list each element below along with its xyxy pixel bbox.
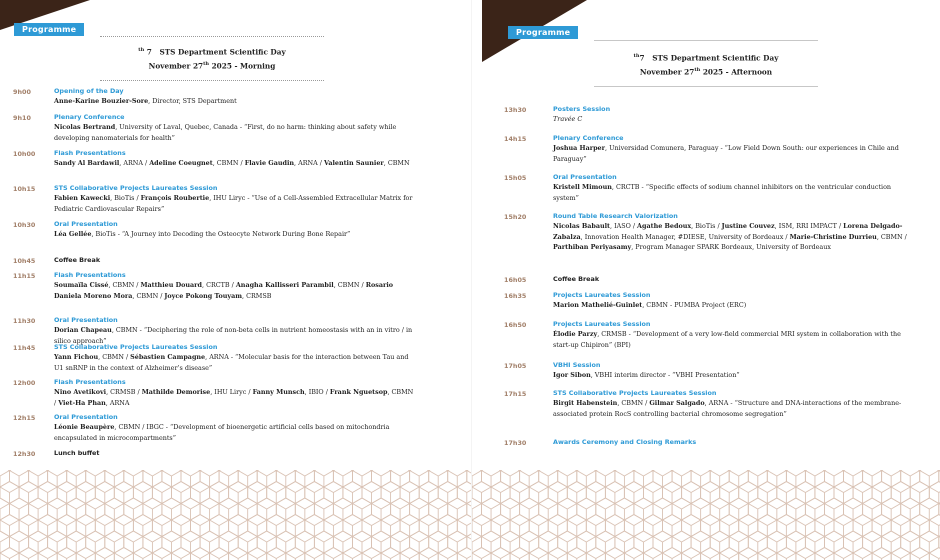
hexagon-pattern	[472, 470, 940, 560]
speaker-name: Rosario Daniela Moreno Mora	[54, 281, 394, 300]
speaker-affiliation: , ISM, RRI IMPACT /	[774, 222, 844, 231]
entry-content	[553, 133, 913, 164]
entry-content	[553, 274, 913, 284]
right-page	[472, 0, 940, 560]
speaker-name: Valentin Saunier	[323, 159, 384, 168]
entry-time: 17h15	[504, 390, 527, 398]
page-header	[594, 40, 818, 87]
session-title: Projects Laureates Session	[553, 320, 651, 328]
speaker-affiliation: , CBMN /	[876, 232, 907, 241]
speaker-affiliation: , CRMSB - “Development of a very low-field commercial MRI system in collaboration with the start-up Chipiron” (BPI)	[553, 330, 901, 349]
speaker-name: Viet-Ha Phan	[58, 398, 106, 407]
speaker-affiliation: , CRCTB /	[202, 281, 236, 290]
header-rule-top	[594, 40, 818, 41]
speaker-name: Soumaïla Cissé	[54, 281, 109, 290]
entry-content	[54, 219, 414, 240]
entry-content	[54, 342, 414, 373]
entry-time: 12h15	[13, 414, 36, 422]
speakers-text	[54, 193, 414, 214]
speaker-name: Élodie Parzy	[553, 330, 598, 339]
speakers-text	[553, 143, 913, 164]
session-title: STS Collaborative Projects Laureates Session	[54, 184, 218, 192]
header-date: November 27th 2025 - Afternoon	[639, 67, 773, 77]
speaker-affiliation: , CBMN /	[333, 281, 366, 290]
speakers-text	[54, 229, 414, 239]
entry-time: 10h15	[13, 185, 36, 193]
speaker-affiliation: , BioTis /	[691, 222, 722, 231]
speakers-text	[54, 96, 414, 106]
speaker-affiliation: , CBMN /	[98, 353, 131, 362]
entry-content	[54, 112, 414, 143]
speaker-name: Marie-Christine Durrieu	[789, 232, 877, 241]
speakers-text	[54, 280, 414, 301]
speaker-name: Frank Nguetsop	[329, 388, 388, 397]
speaker-name: Gilmar Salgado	[649, 399, 705, 408]
speaker-affiliation: , ARNA - “Molecular basis for the interaction between Tau and U1 snRNP in the context of Alzheimer’s disease”	[54, 353, 409, 372]
speaker-name: Fanny Munsch	[252, 388, 305, 397]
session-title: Oral Presentation	[54, 316, 118, 324]
speakers-text	[553, 398, 913, 419]
speaker-affiliation: , CBMN /	[54, 388, 414, 407]
speaker-name: Birgit Habenstein	[553, 399, 618, 408]
speaker-name: Sébastien Campagne	[130, 353, 206, 362]
entry-content	[553, 388, 913, 419]
speaker-affiliation: , CRMSB /	[106, 388, 142, 397]
speakers-text	[54, 122, 414, 143]
speaker-affiliation: , CBMN /	[212, 159, 245, 168]
entry-time: 16h35	[504, 292, 527, 300]
break-label: Lunch buffet	[54, 449, 100, 457]
entry-time: 10h45	[13, 257, 36, 265]
entry-content	[54, 183, 414, 214]
entry-content	[553, 290, 913, 311]
session-title: Plenary Conference	[54, 113, 125, 121]
entry-time: 14h15	[504, 135, 527, 143]
speaker-affiliation: , IHU Liryc /	[210, 388, 253, 397]
entry-time: 11h30	[13, 317, 36, 325]
session-title: Flash Presentations	[54, 271, 126, 279]
session-title: Round Table Research Valorization	[553, 212, 678, 220]
speaker-affiliation: , Director, STS Department	[148, 97, 237, 106]
session-title: Projects Laureates Session	[553, 291, 651, 299]
speaker-name: Igor Sibon	[553, 371, 591, 380]
header-rule-top	[100, 36, 324, 37]
speaker-name: Joyce Pokong Touyam	[164, 291, 243, 300]
speaker-name: Fabien Kawecki	[54, 194, 111, 203]
speaker-name: Nicolas Babault	[553, 222, 610, 231]
entry-content	[553, 437, 913, 447]
break-label: Coffee Break	[54, 256, 101, 264]
speakers-text	[553, 182, 913, 203]
programme-tag: Programme	[14, 23, 84, 36]
speaker-name: Mathilde Demorise	[141, 388, 211, 397]
speaker-affiliation: , ARNA /	[119, 159, 150, 168]
speakers-text	[54, 158, 414, 168]
header-title-line: $^{th}$ 7 STS Department Scientific Day	[138, 47, 286, 57]
speaker-name: Nicolas Bertrand	[54, 123, 116, 132]
speaker-name: Sandy Al Bardawil	[54, 159, 120, 168]
speaker-name: Justine Couvez	[721, 222, 775, 231]
session-title: Oral Presentation	[553, 173, 617, 181]
speaker-affiliation: , BioTis /	[110, 194, 141, 203]
speaker-name: Anne-Karine Bouzier-Sore	[54, 97, 149, 106]
session-title: Posters Session	[553, 105, 611, 113]
entry-time: 15h05	[504, 174, 527, 182]
speaker-affiliation: , IBIO /	[304, 388, 330, 397]
entry-content	[54, 412, 414, 443]
speaker-affiliation: , Innovation Health Manager, #DIESE, University of Bordeaux /	[580, 232, 790, 241]
session-title: Oral Presentation	[54, 413, 118, 421]
speaker-name: Nino Avetikovi	[54, 388, 107, 397]
speaker-affiliation: , CBMN /	[617, 399, 650, 408]
session-title: Oral Presentation	[54, 220, 118, 228]
entry-content	[54, 377, 414, 408]
speaker-name: Adeline Coeugnet	[149, 159, 213, 168]
speaker-name: Léa Gellée	[54, 230, 92, 239]
speaker-name: Agathe Bedoux	[637, 222, 692, 231]
speakers-text	[553, 370, 913, 380]
entry-time: 12h00	[13, 379, 36, 387]
speakers-text	[54, 387, 414, 408]
entry-content	[553, 211, 913, 253]
speaker-name: Flavie Gaudin	[244, 159, 295, 168]
speaker-affiliation: , Universidad Comunera, Paraguay - “Low Field Down South: our experiences in Chile and Paraguay”	[553, 144, 899, 163]
speaker-affiliation: , IASO /	[610, 222, 638, 231]
speakers-text	[54, 422, 414, 443]
entry-time: 10h30	[13, 221, 36, 229]
speaker-name: Dorian Chapeau	[54, 326, 112, 335]
speaker-affiliation: , CBMN	[383, 159, 410, 168]
speaker-affiliation: , ARNA - “Structure and DNA-interactions of the membrane-associated protein RocS controlling bacterial chromosome segregation”	[553, 399, 902, 418]
header-title: STS Department Scientific Day	[652, 53, 779, 63]
session-title: STS Collaborative Projects Laureates Session	[553, 389, 717, 397]
speaker-name: Joshua Harper	[553, 144, 605, 153]
header-rule-bottom	[594, 86, 818, 87]
entry-content	[54, 148, 414, 169]
entry-content	[54, 448, 414, 458]
speaker-affiliation: , CBMN /	[132, 291, 165, 300]
speaker-affiliation: , CBMN /	[108, 281, 141, 290]
speaker-affiliation: , University of Laval, Quebec, Canada - “First, do no harm: thinking about safety while developing nanomaterials for health”	[54, 123, 397, 142]
speakers-text	[553, 300, 913, 310]
speaker-affiliation: , CBMN / IBGC - “Development of bioenergetic artificial cells based on mitochondria encapsulated in microcompartments”	[54, 423, 390, 442]
speaker-name: Parthiban Periyasamy	[553, 243, 632, 252]
header-title-line: $^{th}$7 STS Department Scientific Day	[633, 53, 779, 63]
entry-content	[54, 270, 414, 301]
speaker-name: Matthieu Douard	[140, 281, 202, 290]
entry-time: 11h45	[13, 344, 36, 352]
entry-time: 16h50	[504, 321, 527, 329]
break-label: Coffee Break	[553, 275, 600, 283]
entry-content	[553, 172, 913, 203]
speaker-name: François Roubertie	[140, 194, 210, 203]
speaker-affiliation: , CRCTB - “Specific effects of sodium channel inhibitors on the ventricular conduction system”	[553, 183, 892, 202]
header-title: STS Department Scientific Day	[159, 47, 286, 57]
session-title: Opening of the Day	[54, 87, 124, 95]
session-title: VBHI Session	[553, 361, 601, 369]
speakers-text	[553, 329, 913, 350]
speaker-affiliation: , VBHI interim director - “VBHI Presentation”	[590, 371, 740, 380]
programme-tag: Programme	[508, 26, 578, 39]
entry-time: 11h15	[13, 272, 36, 280]
session-title: Flash Presentations	[54, 378, 126, 386]
header-date: November 27th 2025 - Morning	[148, 61, 276, 71]
speaker-name: Léonie Beaupère	[54, 423, 115, 432]
speaker-name: Marion Mathelié-Guinlet	[553, 301, 643, 310]
speaker-affiliation: , Program Manager SPARK Bordeaux, University of Bordeaux	[631, 243, 831, 252]
speaker-name: Lorena Delgado-Zabalza	[553, 222, 903, 241]
page-header	[100, 36, 324, 81]
header-rule-bottom	[100, 80, 324, 81]
speaker-name: Anagha Kallisseri Parambil	[235, 281, 334, 290]
entry-content	[553, 104, 913, 125]
entry-content	[553, 319, 913, 350]
speaker-affiliation: , CRMSB	[242, 291, 272, 300]
speakers-text	[54, 352, 414, 373]
entry-time: 10h00	[13, 150, 36, 158]
session-title: Plenary Conference	[553, 134, 624, 142]
speaker-affiliation: , ARNA	[105, 398, 130, 407]
speaker-affiliation: , ARNA /	[294, 159, 324, 168]
speaker-name: Kristell Mimoun	[553, 183, 612, 192]
speaker-affiliation: , IHU Liryc - “Use of a Cell-Assembled Extracellular Matrix for Pediatric Cardiovascular Repairs”	[54, 194, 413, 213]
entry-content	[54, 86, 414, 107]
entry-time: 16h05	[504, 276, 527, 284]
entry-content	[553, 360, 913, 381]
entry-time: 13h30	[504, 106, 527, 114]
entry-content	[54, 255, 414, 265]
session-note: Travée C	[553, 115, 583, 124]
entry-time: 9h00	[13, 88, 31, 96]
entry-time: 17h30	[504, 439, 527, 447]
speaker-affiliation: , BioTis - “A Journey into Decoding the Osteocyte Network During Bone Repair”	[91, 230, 351, 239]
entry-time: 9h10	[13, 114, 31, 122]
speaker-affiliation: , CBMN - “Deciphering the role of non-beta cells in nutrient homeostasis with an in vitro / in silico approach”	[54, 326, 413, 345]
entry-time: 17h05	[504, 362, 527, 370]
hexagon-pattern	[0, 470, 472, 560]
speaker-affiliation: , CBMN - PUMBA Project (ERC)	[642, 301, 747, 310]
session-title: Flash Presentations	[54, 149, 126, 157]
entry-time: 15h20	[504, 213, 527, 221]
session-title: STS Collaborative Projects Laureates Session	[54, 343, 218, 351]
speaker-name: Yann Fichou	[54, 353, 99, 362]
speakers-text	[553, 221, 913, 252]
entry-time: 12h30	[13, 450, 36, 458]
session-title: Awards Ceremony and Closing Remarks	[553, 438, 697, 446]
